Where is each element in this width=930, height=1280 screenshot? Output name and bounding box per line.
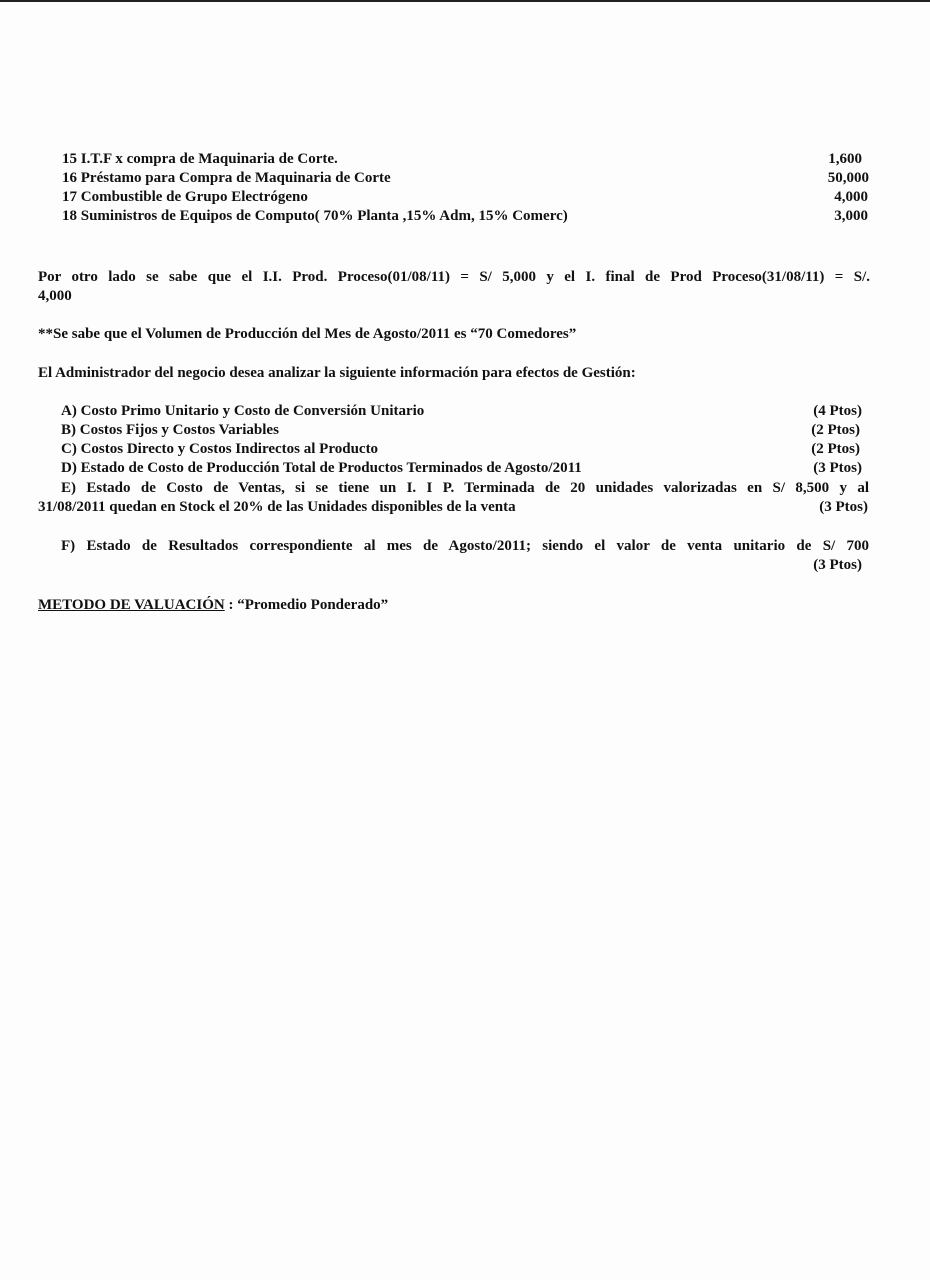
inventory-note-line2: 4,000 xyxy=(38,288,72,304)
item-18-text: 18 Suministros de Equipos de Computo( 70% Planta ,15% Adm, 15% Comerc) xyxy=(62,208,568,224)
item-17-text: 17 Combustible de Grupo Electrógeno xyxy=(62,189,308,205)
item-15-text: 15 I.T.F x compra de Maquinaria de Corte. xyxy=(62,151,338,167)
question-f-points: (3 Ptos) xyxy=(813,557,862,573)
question-e-line2: 31/08/2011 quedan en Stock el 20% de las Unidades disponibles de la venta xyxy=(38,499,516,515)
valuation-method-label: METODO DE VALUACIÓN xyxy=(38,597,225,613)
valuation-method xyxy=(38,596,388,615)
question-a-points: (4 Ptos) xyxy=(813,403,862,419)
question-b-points: (2 Ptos) xyxy=(811,422,860,438)
scan-top-edge xyxy=(0,0,930,2)
volume-note: **Se sabe que el Volumen de Producción del Mes de Agosto/2011 es “70 Comedores” xyxy=(38,326,577,342)
question-c: C) Costos Directo y Costos Indirectos al Producto xyxy=(61,441,379,457)
valuation-method-separator: : xyxy=(224,597,238,613)
question-d-points: (3 Ptos) xyxy=(813,460,862,476)
question-b: B) Costos Fijos y Costos Variables xyxy=(61,422,279,438)
item-16-amount: 50,000 xyxy=(827,170,869,186)
question-d: D) Estado de Costo de Producción Total de Productos Terminados de Agosto/2011 xyxy=(61,460,582,476)
question-c-points: (2 Ptos) xyxy=(811,441,860,457)
question-a: A) Costo Primo Unitario y Costo de Conversión Unitario xyxy=(61,403,425,419)
item-15-amount: 1,600 xyxy=(828,151,862,167)
admin-note: El Administrador del negocio desea analizar la siguiente información para efectos de Gestión: xyxy=(38,365,636,381)
item-16-text: 16 Préstamo para Compra de Maquinaria de Corte xyxy=(62,170,391,186)
question-f-line1: F) Estado de Resultados correspondiente al mes de Agosto/2011; siendo el valor de venta unitario de S/ 700 xyxy=(61,538,869,554)
inventory-note-line1: Por otro lado se sabe que el I.I. Prod. Proceso(01/08/11) = S/ 5,000 y el I. final de Prod Proceso(31/08/11) = S/. xyxy=(38,269,870,285)
question-e-points: (3 Ptos) xyxy=(819,499,868,515)
item-17-amount: 4,000 xyxy=(834,189,868,205)
question-e-line1: E) Estado de Costo de Ventas, si se tiene un I. I P. Terminada de 20 unidades valorizadas en S/ 8,500 y al xyxy=(61,480,869,496)
item-18-amount: 3,000 xyxy=(834,208,868,224)
valuation-method-value: “Promedio Ponderado” xyxy=(237,597,389,613)
